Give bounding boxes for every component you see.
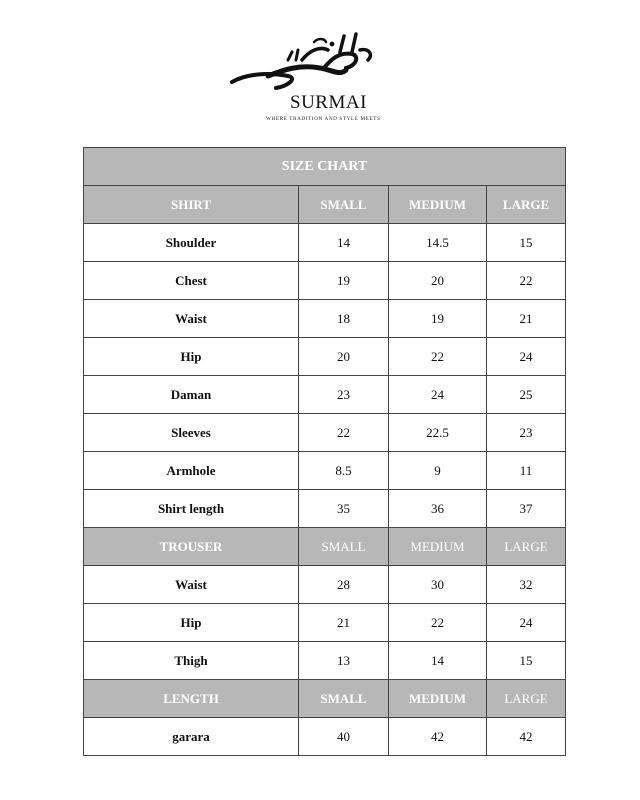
table-row — [84, 604, 566, 642]
value-cell: 22 — [299, 414, 389, 452]
brand-name: SURMAI — [290, 92, 367, 113]
table-row — [84, 414, 566, 452]
header-cell: SMALL — [299, 528, 389, 566]
value-cell: 9 — [389, 452, 487, 490]
table-row — [84, 300, 566, 338]
value-cell: 21 — [487, 300, 566, 338]
value-cell: 11 — [487, 452, 566, 490]
value-cell: 28 — [299, 566, 389, 604]
row-label: Hip — [84, 604, 299, 642]
table-row — [84, 642, 566, 680]
value-cell: 32 — [487, 566, 566, 604]
value-cell: 22.5 — [389, 414, 487, 452]
row-label: Shirt length — [84, 490, 299, 528]
header-cell: LARGE — [487, 680, 566, 718]
size-chart-title-row — [84, 148, 566, 186]
brand-tagline: WHERE TRADITION AND STYLE MEETS — [266, 116, 381, 122]
row-label: Hip — [84, 338, 299, 376]
table-row — [84, 490, 566, 528]
table-row — [84, 262, 566, 300]
row-label: Chest — [84, 262, 299, 300]
value-cell: 8.5 — [299, 452, 389, 490]
value-cell: 23 — [487, 414, 566, 452]
table-row — [84, 224, 566, 262]
value-cell: 24 — [389, 376, 487, 414]
value-cell: 20 — [299, 338, 389, 376]
value-cell: 24 — [487, 604, 566, 642]
table-row — [84, 718, 566, 756]
header-cell: SMALL — [299, 680, 389, 718]
value-cell: 35 — [299, 490, 389, 528]
value-cell: 22 — [487, 262, 566, 300]
length-header-row — [84, 680, 566, 718]
header-cell: TROUSER — [84, 528, 299, 566]
row-label: Shoulder — [84, 224, 299, 262]
value-cell: 13 — [299, 642, 389, 680]
value-cell: 40 — [299, 718, 389, 756]
value-cell: 42 — [389, 718, 487, 756]
value-cell: 25 — [487, 376, 566, 414]
shirt-header-row — [84, 186, 566, 224]
header-cell: MEDIUM — [389, 528, 487, 566]
value-cell: 14 — [299, 224, 389, 262]
header-cell: LENGTH — [84, 680, 299, 718]
trouser-header-row — [84, 528, 566, 566]
header-cell: LARGE — [487, 528, 566, 566]
value-cell: 19 — [299, 262, 389, 300]
value-cell: 30 — [389, 566, 487, 604]
value-cell: 14 — [389, 642, 487, 680]
row-label: garara — [84, 718, 299, 756]
row-label: Sleeves — [84, 414, 299, 452]
surmai-logo — [228, 30, 381, 125]
size-chart-title: SIZE CHART — [84, 148, 566, 186]
row-label: Thigh — [84, 642, 299, 680]
value-cell: 19 — [389, 300, 487, 338]
table-row — [84, 566, 566, 604]
value-cell: 21 — [299, 604, 389, 642]
table-row — [84, 452, 566, 490]
value-cell: 14.5 — [389, 224, 487, 262]
header-cell: SMALL — [299, 186, 389, 224]
value-cell: 37 — [487, 490, 566, 528]
value-cell: 18 — [299, 300, 389, 338]
value-cell: 15 — [487, 224, 566, 262]
row-label: Armhole — [84, 452, 299, 490]
header-cell: SHIRT — [84, 186, 299, 224]
table-row — [84, 376, 566, 414]
row-label: Daman — [84, 376, 299, 414]
value-cell: 22 — [389, 338, 487, 376]
value-cell: 36 — [389, 490, 487, 528]
header-cell: MEDIUM — [389, 680, 487, 718]
header-cell: MEDIUM — [389, 186, 487, 224]
value-cell: 22 — [389, 604, 487, 642]
value-cell: 20 — [389, 262, 487, 300]
row-label: Waist — [84, 300, 299, 338]
row-label: Waist — [84, 566, 299, 604]
size-chart-table — [83, 147, 566, 756]
value-cell: 15 — [487, 642, 566, 680]
value-cell: 42 — [487, 718, 566, 756]
value-cell: 24 — [487, 338, 566, 376]
calligraphy-mark — [228, 30, 378, 92]
table-row — [84, 338, 566, 376]
value-cell: 23 — [299, 376, 389, 414]
header-cell: LARGE — [487, 186, 566, 224]
